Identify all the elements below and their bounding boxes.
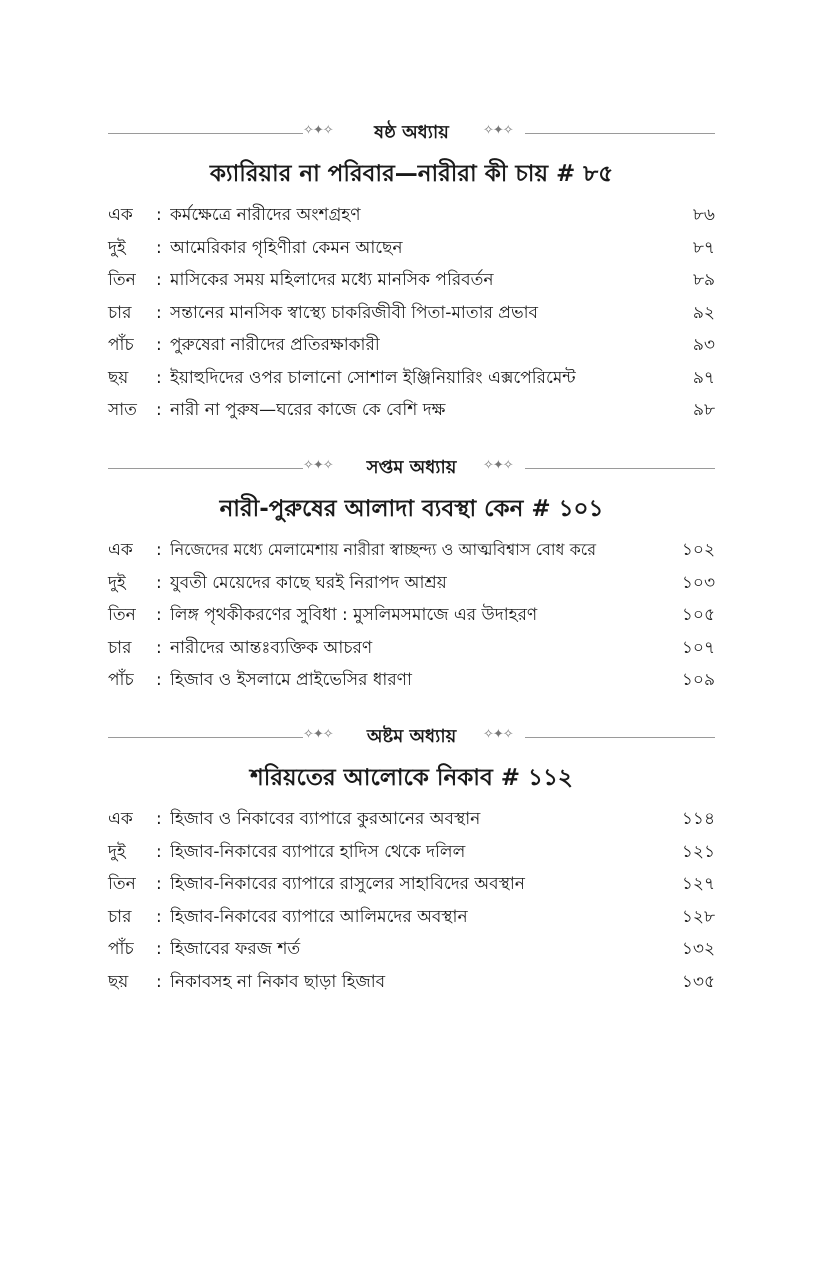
separator: : (156, 874, 162, 894)
entry-number: পাঁচ (108, 939, 134, 959)
entry-title: লিঙ্গ পৃথকীকরণের সুবিধা : মুসলিমসমাজে এর উদাহরণ (170, 605, 538, 625)
entry-number: চার (108, 906, 132, 927)
toc-entry[interactable] (108, 868, 715, 901)
toc-entry[interactable] (108, 803, 715, 836)
toc-entry[interactable] (108, 394, 715, 427)
entry-page: ১০৯ (681, 670, 715, 690)
entry-title: ইয়াহুদিদের ওপর চালানো সোশাল ইঞ্জিনিয়ারিং এক্সপেরিমেন্ট (170, 367, 576, 388)
divider-line-right (525, 133, 715, 134)
chapter-heading-ornament (108, 725, 715, 749)
entry-title: নারী না পুরুষ—ঘরের কাজে কে বেশি দক্ষ (170, 400, 446, 420)
entry-page: ৮৯ (692, 270, 715, 290)
entry-number: এক (108, 205, 133, 225)
chapter-heading-ornament (108, 456, 715, 480)
separator: : (156, 302, 162, 323)
entry-number: ছয় (108, 367, 129, 388)
entry-page: ১০৭ (681, 637, 715, 658)
divider-line-right (525, 468, 715, 469)
ornament-left: ✧✦✧ (303, 123, 333, 138)
entry-number: দুই (108, 841, 126, 862)
entry-title: পুরুষেরা নারীদের প্রতিরক্ষাকারী (170, 335, 380, 355)
entry-title: নিজেদের মধ্যে মেলামেশায় নারীরা স্বাচ্ছন্দ্য ও আত্মবিশ্বাস বোধ করে (170, 540, 597, 559)
toc-entry[interactable] (108, 297, 715, 330)
separator: : (156, 809, 162, 829)
entry-page: ১১৪ (681, 809, 715, 829)
toc-entry[interactable] (108, 632, 715, 665)
entry-page: ৮৭ (692, 237, 715, 258)
toc-entry[interactable] (108, 264, 715, 297)
chapter-heading-ornament (108, 121, 715, 145)
entry-title: আমেরিকার গৃহিণীরা কেমন আছেন (170, 237, 403, 258)
entry-title: মাসিকের সময় মহিলাদের মধ্যে মানসিক পরিবর্তন (170, 270, 494, 290)
entry-number: এক (108, 809, 133, 829)
entry-number: চার (108, 302, 132, 323)
separator: : (156, 400, 162, 420)
entry-title: যুবতী মেয়েদের কাছে ঘরই নিরাপদ আশ্রয় (170, 572, 447, 593)
entry-page: ১০৫ (681, 605, 715, 625)
separator: : (156, 605, 162, 625)
entry-number: তিন (108, 605, 136, 625)
separator: : (156, 841, 162, 862)
chapter-title: ক্যারিয়ার না পরিবার—নারীরা কী চায় # ৮৫ (209, 161, 614, 187)
separator: : (156, 906, 162, 927)
ornament-right: ✧✦✧ (483, 727, 513, 742)
entry-page: ১২১ (681, 841, 715, 862)
chapter-label: সপ্তম অধ্যায় (359, 457, 465, 478)
ornament-left: ✧✦✧ (303, 727, 333, 742)
entry-number: ছয় (108, 971, 129, 992)
separator: : (156, 670, 162, 690)
toc-entry[interactable] (108, 664, 715, 697)
entry-title: হিজাব ও নিকাবের ব্যাপারে কুরআনের অবস্থান (170, 809, 481, 829)
entry-page: ১০২ (681, 540, 715, 560)
chapter-label: অষ্টম অধ্যায় (359, 726, 464, 747)
toc-entry[interactable] (108, 599, 715, 632)
toc-entry[interactable] (108, 362, 715, 395)
separator: : (156, 270, 162, 290)
separator: : (156, 205, 162, 225)
ornament-right: ✧✦✧ (483, 123, 513, 138)
chapter-7-section (108, 456, 715, 697)
entry-page: ১২৭ (681, 874, 715, 894)
entry-number: পাঁচ (108, 335, 134, 355)
toc-entry[interactable] (108, 534, 715, 567)
separator: : (156, 335, 162, 355)
entry-title: হিজাব-নিকাবের ব্যাপারে রাসুলের সাহাবিদের অবস্থান (170, 874, 525, 894)
separator: : (156, 637, 162, 658)
chapter-label: ষষ্ঠ অধ্যায় (366, 122, 457, 143)
toc-entry[interactable] (108, 567, 715, 600)
entry-number: চার (108, 637, 132, 658)
entry-page: ৯৩ (692, 335, 715, 355)
entry-title: হিজাব-নিকাবের ব্যাপারে হাদিস থেকে দলিল (170, 841, 466, 862)
toc-entry[interactable] (108, 901, 715, 934)
entry-page: ৯৭ (692, 367, 715, 388)
toc-entry[interactable] (108, 199, 715, 232)
entry-page: ১০৩ (681, 572, 715, 593)
entry-number: এক (108, 540, 133, 560)
entry-page: ৯৮ (692, 400, 715, 420)
entry-page: ৮৬ (692, 205, 715, 225)
chapter-8-section (108, 725, 715, 998)
toc-entry[interactable] (108, 836, 715, 869)
entry-title: কর্মক্ষেত্রে নারীদের অংশগ্রহণ (170, 205, 361, 225)
toc-entry[interactable] (108, 966, 715, 999)
toc-list (108, 803, 715, 998)
separator: : (156, 540, 162, 560)
entry-number: তিন (108, 270, 136, 290)
entry-number: সাত (108, 400, 137, 420)
entry-page: ১৩৫ (681, 971, 715, 992)
separator: : (156, 237, 162, 258)
entry-number: তিন (108, 874, 136, 894)
entry-page: ১২৮ (681, 906, 715, 927)
entry-title: হিজাব ও ইসলামে প্রাইভেসির ধারণা (170, 670, 412, 690)
toc-list (108, 534, 715, 697)
chapter-title: নারী-পুরুষের আলাদা ব্যবস্থা কেন # ১০১ (219, 496, 604, 522)
entry-number: দুই (108, 237, 126, 258)
entry-page: ৯২ (692, 302, 715, 323)
separator: : (156, 971, 162, 992)
separator: : (156, 367, 162, 388)
entry-title: হিজাব-নিকাবের ব্যাপারে আলিমদের অবস্থান (170, 906, 468, 927)
entry-page: ১৩২ (681, 939, 715, 959)
entry-title: হিজাবের ফরজ শর্ত (170, 939, 301, 959)
ornament-left: ✧✦✧ (303, 458, 333, 473)
entry-number: পাঁচ (108, 670, 134, 690)
entry-number: দুই (108, 572, 126, 593)
toc-entry[interactable] (108, 933, 715, 966)
chapter-title: শরিয়তের আলোকে নিকাব # ১১২ (250, 765, 573, 791)
separator: : (156, 572, 162, 593)
entry-title: সন্তানের মানসিক স্বাস্থ্যে চাকরিজীবী পিতা-মাতার প্রভাব (170, 302, 539, 323)
entry-title: নিকাবসহ না নিকাব ছাড়া হিজাব (170, 971, 386, 992)
toc-entry[interactable] (108, 232, 715, 265)
toc-entry[interactable] (108, 329, 715, 362)
toc-list (108, 199, 715, 427)
entry-title: নারীদের আন্তঃব্যক্তিক আচরণ (170, 637, 373, 658)
separator: : (156, 939, 162, 959)
ornament-right: ✧✦✧ (483, 458, 513, 473)
chapter-6-section (108, 121, 715, 427)
divider-line-right (525, 737, 715, 738)
